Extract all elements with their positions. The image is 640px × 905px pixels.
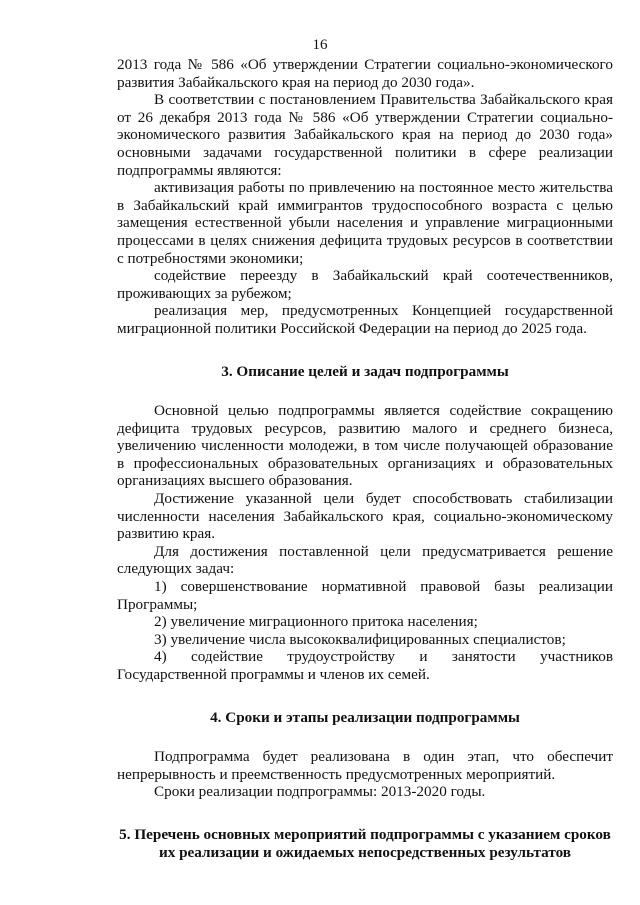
intro-task-item: содействие переезду в Забайкальский край соотечественников, проживающих за рубежом; — [117, 267, 613, 302]
section-3-task-item: 2) увеличение миграционного притока населения; — [154, 613, 478, 631]
intro-continuation: 2013 года № 586 «Об утверждении Стратегии социально-экономического развития Забайкальского края на период до 2030 года». — [117, 56, 613, 91]
section-4-heading: 4. Сроки и этапы реализации подпрограммы — [210, 708, 520, 726]
intro-tasks-paragraph: В соответствии с постановлением Правительства Забайкальского края от 26 декабря 2013 года № 586 «Об утверждении Стратегии социально-экономического развития Забайкальского края на период до 2030 года» основными задачами государственной политики в сфере реализации подпрограммы являются: — [117, 91, 613, 179]
section-3-task-item: 1) совершенствование нормативной правовой базы реализации Программы; — [117, 578, 613, 613]
section-3-task-item: 4) содействие трудоустройству и занятости участников Государственной программы и членов их семей. — [117, 648, 613, 683]
intro-task-item: активизация работы по привлечению на постоянное место жительства в Забайкальский край иммигрантов трудоспособного возраста с целью замещения естественной убыли населения и управление миграционными процессами в целях снижения дефицита трудовых ресурсов в соответствии с потребностями экономики; — [117, 179, 613, 267]
section-4-paragraph: Сроки реализации подпрограммы: 2013-2020 годы. — [154, 783, 486, 801]
section-3-paragraph: Основной целью подпрограммы является содействие сокращению дефицита трудовых ресурсов, развитию малого и среднего бизнеса, увеличению численности молодежи, в том числе получающей образование в профессиональных образовательных организациях и образовательных организациях высшего образования. — [117, 402, 613, 490]
section-3-task-item: 3) увеличение числа высококвалифицированных специалистов; — [154, 630, 566, 648]
section-3-paragraph: Для достижения поставленной цели предусматривается решение следующих задач: — [117, 542, 613, 578]
document-body — [117, 56, 613, 861]
page-number: 16 — [312, 37, 328, 53]
intro-task-item: реализация мер, предусмотренных Концепцией государственной миграционной политики Российской Федерации на период до 2025 года. — [117, 302, 613, 337]
section-3-paragraph: Достижение указанной цели будет способствовать стабилизации численности населения Забайкальского края, социально-экономическому развитию края. — [117, 490, 613, 543]
section-4-paragraph: Подпрограмма будет реализована в один этап, что обеспечит непрерывность и преемственность предусмотренных мероприятий. — [117, 748, 613, 783]
section-5-heading: 5. Перечень основных мероприятий подпрограммы с указанием сроков их реализации и ожидаемых непосредственных результатов — [119, 825, 611, 861]
section-3-heading: 3. Описание целей и задач подпрограммы — [221, 362, 509, 380]
